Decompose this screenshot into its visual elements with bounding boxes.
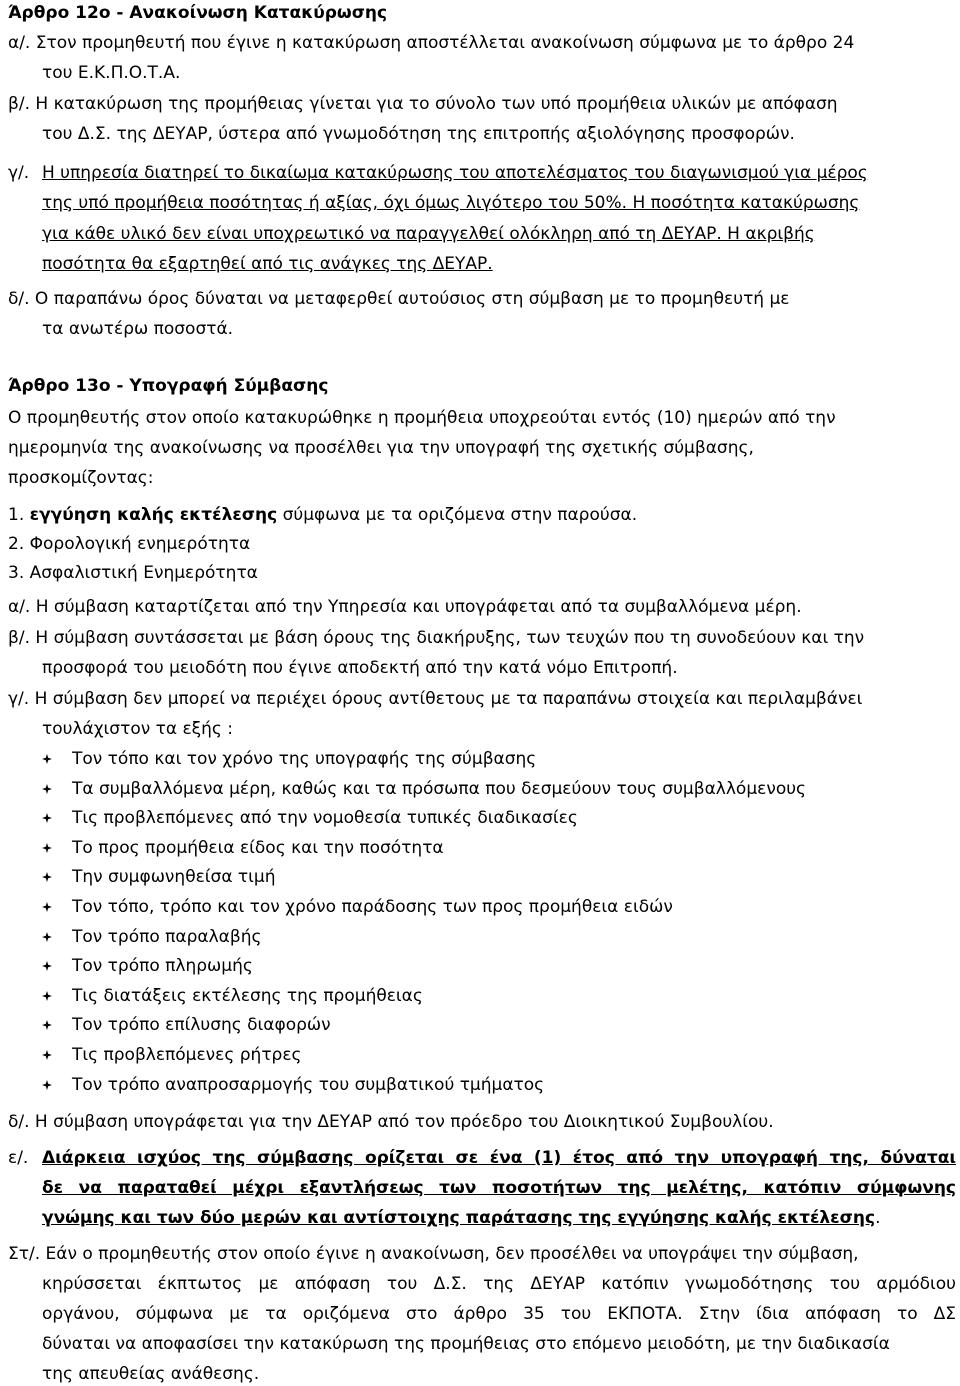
art12-para-a-line1: α/. Στον προμηθευτή που έγινε η κατακύρωση αποστέλλεται ανακοίνωση σύμφωνα με το άρθρο 24: [8, 33, 855, 53]
art13-para-f-line2: κηρύσσεται έκπτωτος με απόφαση του Δ.Σ. της ΔΕΥΑΡ κατόπιν γνωμοδότησης του αρμόδιου: [42, 1274, 956, 1294]
list-item: Τον τρόπο παραλαβής: [72, 927, 262, 947]
art12-para-d-line2: τα ανωτέρω ποσοστά.: [42, 319, 234, 339]
art12-para-c-line2: της υπό προμήθεια ποσότητας ή αξίας, όχι όμως λιγότερο του 50%. Η ποσότητα κατακύρωσης: [42, 193, 860, 213]
art13-para-b-line1: β/. Η σύμβαση συντάσσεται με βάση όρους της διακήρυξης, των τευχών που τη συνοδεύουν και την: [8, 628, 865, 648]
list-item: Τα συμβαλλόμενα μέρη, καθώς και τα πρόσωπα που δεσμεύουν τους συμβαλλόμενους: [72, 779, 807, 799]
bullet-icon: [42, 843, 52, 853]
bullet-icon: [42, 872, 52, 882]
art13-intro-line1: Ο προμηθευτής στον οποίο κατακυρώθηκε η προμήθεια υποχρεούται εντός (10) ημερών από την: [8, 408, 836, 428]
bullet-icon: [42, 754, 52, 764]
bullet-icon: [42, 991, 52, 1001]
art12-para-c-line1: Η υπηρεσία διατηρεί το δικαίωμα κατακύρωσης του αποτελέσματος του διαγωνισμού για μέρος: [42, 163, 868, 183]
numbered-item-1-number: 1.: [8, 505, 25, 525]
art13-para-e-prefix: ε/.: [8, 1148, 29, 1168]
list-item: Την συμφωνηθείσα τιμή: [72, 867, 276, 887]
bullet-icon: [42, 813, 52, 823]
bullet-icon: [42, 932, 52, 942]
bullet-icon: [42, 961, 52, 971]
list-item: Τον τρόπο επίλυσης διαφορών: [72, 1015, 331, 1035]
art13-intro-line2: ημερομηνία της ανακοίνωσης να προσέλθει για την υπογραφή της σχετικής σύμβασης,: [8, 438, 754, 458]
art12-para-d-line1: δ/. Ο παραπάνω όρος δύναται να μεταφερθεί αυτούσιος στη σύμβαση με το προμηθευτή με: [8, 289, 790, 309]
art13-para-f-line3: οργάνου, σύμφωνα με τα οριζόμενα στο άρθρο 35 του ΕΚΠΟΤΑ. Στην ίδια απόφαση το ΔΣ: [42, 1304, 956, 1324]
art13-para-e-line2: δε να παραταθεί μέχρι εξαντλήσεως των ποσοτήτων της μελέτης, κατόπιν σύμφωνης: [42, 1178, 956, 1198]
art13-para-e-line3: [42, 1207, 880, 1229]
numbered-item-1: [8, 504, 637, 526]
list-item: Τις προβλεπόμενες από την νομοθεσία τυπικές διαδικασίες: [72, 808, 578, 828]
bullet-icon: [42, 1020, 52, 1030]
list-item: Τον τόπο, τρόπο και τον χρόνο παράδοσης των προς προμήθεια ειδών: [72, 897, 673, 917]
numbered-item-2: 2. Φορολογική ενημερότητα: [8, 534, 251, 554]
art12-para-c-line4: ποσότητα θα εξαρτηθεί από τις ανάγκες της ΔΕΥΑΡ.: [42, 254, 493, 274]
art13-para-e-line3-text: γνώμης και των δύο μερών και αντίστοιχης παράτασης της εγγύησης καλής εκτέλεσης: [42, 1208, 876, 1228]
art13-para-a: α/. Η σύμβαση καταρτίζεται από την Υπηρεσία και υπογράφεται από τα συμβαλλόμενα μέρη.: [8, 597, 802, 617]
bullet-icon: [42, 1050, 52, 1060]
art13-para-f-line5: της απευθείας ανάθεσης.: [42, 1364, 260, 1384]
art13-intro-line3: προσκομίζοντας:: [8, 468, 154, 488]
list-item: Τις προβλεπόμενες ρήτρες: [72, 1045, 302, 1065]
art12-para-c-prefix: γ/.: [8, 163, 30, 183]
art13-para-f-line1: Στ/. Εάν ο προμηθευτής στον οποίο έγινε η ανακοίνωση, δεν προσέλθει να υπογράψει την σύμβαση,: [8, 1244, 859, 1264]
article-12-title: Άρθρο 12ο - Ανακοίνωση Κατακύρωσης: [8, 3, 388, 23]
art13-para-e-line3-period: .: [875, 1208, 881, 1228]
bullet-icon: [42, 1080, 52, 1090]
art13-para-f-line4: δύναται να αποφασίσει την κατακύρωση της προμήθειας στο επόμενο μειοδότη, με την διαδικασία: [42, 1334, 890, 1354]
numbered-item-1-bold: εγγύηση καλής εκτέλεσης: [29, 505, 278, 525]
list-item: Τον τρόπο πληρωμής: [72, 956, 253, 976]
numbered-item-1-rest: σύμφωνα με τα οριζόμενα στην παρούσα.: [277, 505, 638, 525]
art12-para-b-line1: β/. Η κατακύρωση της προμήθειας γίνεται για το σύνολο των υπό προμήθεια υλικών με απόφαση: [8, 94, 838, 114]
art13-para-b-line2: προσφορά του μειοδότη που έγινε αποδεκτή από την κατά νόμο Επιτροπή.: [42, 658, 678, 678]
art12-para-b-line2: του Δ.Σ. της ΔΕΥΑΡ, ύστερα από γνωμοδότηση της επιτροπής αξιολόγησης προσφορών.: [42, 124, 795, 144]
art13-para-e-line1: Διάρκεια ισχύος της σύμβασης ορίζεται σε ένα (1) έτος από την υπογραφή της, δύναται: [42, 1148, 956, 1168]
bullet-icon: [42, 784, 52, 794]
list-item: Τον τρόπο αναπροσαρμογής του συμβατικού τμήματος: [72, 1075, 545, 1095]
art12-para-a-line2: του Ε.Κ.Π.Ο.Τ.Α.: [42, 63, 181, 83]
article-13-title: Άρθρο 13ο - Υπογραφή Σύμβασης: [8, 376, 329, 396]
list-item: Το προς προμήθεια είδος και την ποσότητα: [72, 838, 444, 858]
numbered-item-3: 3. Ασφαλιστική Ενημερότητα: [8, 563, 258, 583]
art13-para-c-line2: τουλάχιστον τα εξής :: [42, 719, 234, 739]
list-item: Τις διατάξεις εκτέλεσης της προμήθειας: [72, 986, 423, 1006]
list-item: Τον τόπο και τον χρόνο της υπογραφής της σύμβασης: [72, 749, 537, 769]
bullet-icon: [42, 902, 52, 912]
art13-para-d: δ/. Η σύμβαση υπογράφεται για την ΔΕΥΑΡ από τον πρόεδρο του Διοικητικού Συμβουλίου.: [8, 1112, 774, 1132]
art12-para-c-line3: για κάθε υλικό δεν είναι υποχρεωτικό να παραγγελθεί ολόκληρη από τη ΔΕΥΑΡ. Η ακριβής: [42, 224, 815, 244]
art13-para-c-line1: γ/. Η σύμβαση δεν μπορεί να περιέχει όρους αντίθετους με τα παραπάνω στοιχεία και περιλαμβάνει: [8, 689, 863, 709]
